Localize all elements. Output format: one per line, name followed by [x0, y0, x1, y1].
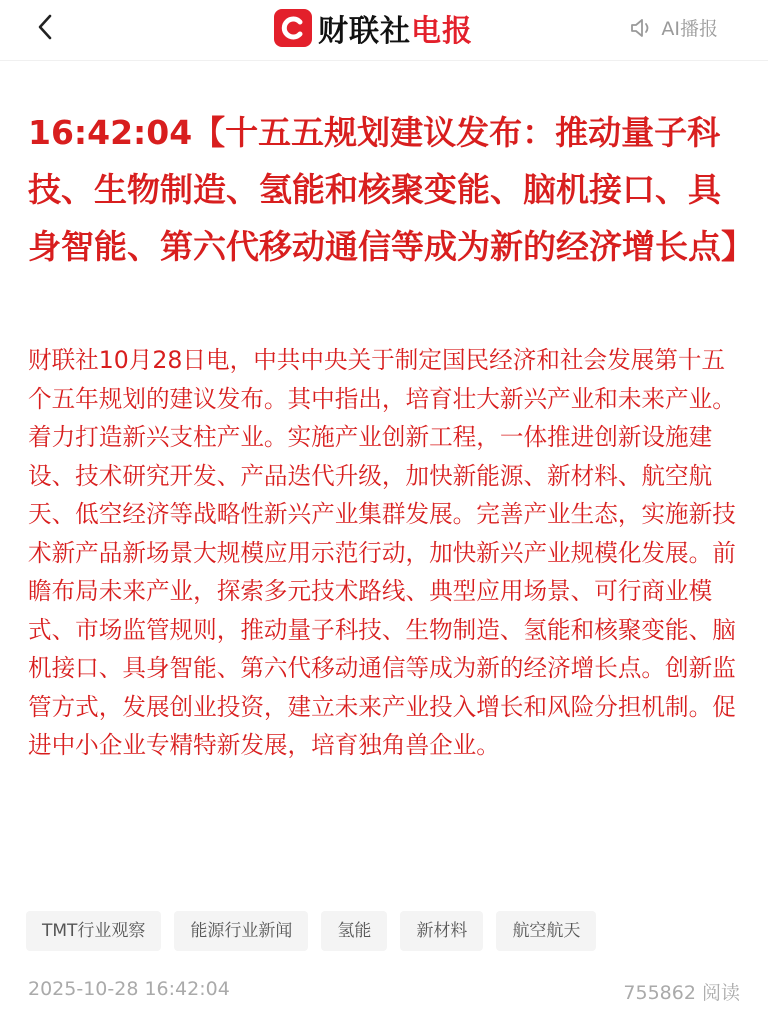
back-button[interactable] [30, 10, 64, 44]
publish-datetime: 2025-10-28 16:42:04 [28, 978, 230, 1000]
brand-logo [274, 8, 473, 48]
brand-name: 财联社电报 [318, 14, 473, 49]
article-headline [28, 104, 754, 275]
tag-energy-news[interactable]: 能源行业新闻 [174, 911, 308, 951]
tag-hydrogen[interactable]: 氢能 [321, 911, 387, 951]
brand-name-accent: 电报 [411, 14, 473, 49]
ai-broadcast-button[interactable] [629, 14, 718, 41]
tag-new-materials[interactable]: 新材料 [400, 911, 483, 951]
article-time: 16:42:04 [28, 113, 193, 152]
article-body: 财联社10月28日电，中共中央关于制定国民经济和社会发展第十五个五年规划的建议发布。其中指出，培育壮大新兴产业和未来产业。着力打造新兴支柱产业。实施产业创新工程，一体推进创新设施建设、技术研究开发、产品迭代升级，加快新能源、新材料、航空航天、低空经济等战略性新兴产业集群发展。完善产业生态，实施新技术新产品新场景大规模应用示范行动，加快新兴产业规模化发展。前瞻布局未来产业，探索多元技术路线、典型应用场景、可行商业模式、市场监管规则，推动量子科技、生物制造、氢能和核聚变能、脑机接口、具身智能、第六代移动通信等成为新的经济增长点。创新监管方式，发展创业投资，建立未来产业投入增长和风险分担机制。促进中小企业专精特新发展，培育独角兽企业。 [28, 346, 736, 759]
ai-broadcast-label: AI播报 [661, 18, 718, 40]
read-count: 755862 阅读 [623, 982, 740, 1004]
tag-aerospace[interactable]: 航空航天 [496, 911, 596, 951]
speaker-icon [629, 16, 655, 40]
tag-list [26, 911, 596, 951]
brand-c-logo-icon [274, 9, 312, 47]
article-headline-text: 【十五五规划建议发布：推动量子科技、生物制造、氢能和核聚变能、脑机接口、具身智能、第六代移动通信等成为新的经济增长点】 [28, 113, 754, 266]
back-chevron-icon [30, 10, 64, 44]
top-navigation-bar [0, 0, 768, 61]
tag-tmt[interactable]: TMT行业观察 [26, 911, 161, 951]
